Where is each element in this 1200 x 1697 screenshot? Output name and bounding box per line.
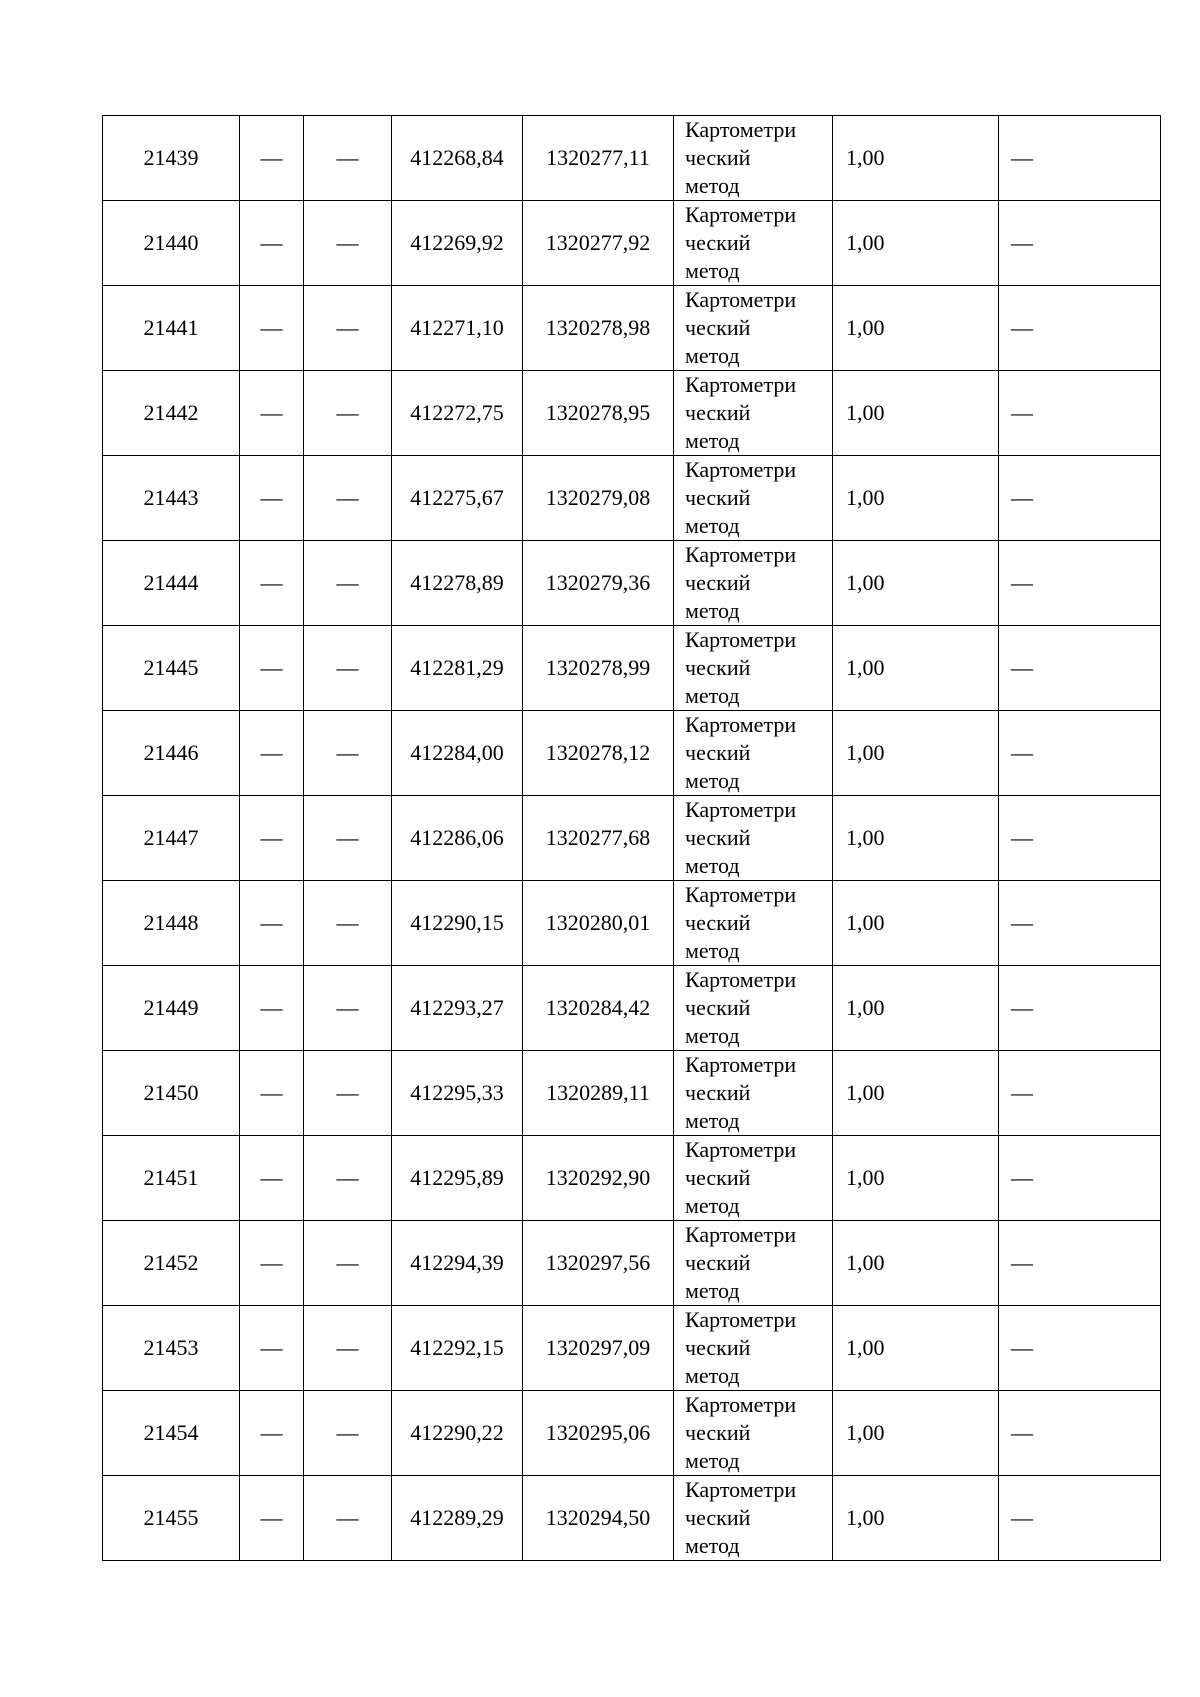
point-number-cell: 21447 xyxy=(103,796,240,881)
accuracy-cell: 1,00 xyxy=(833,371,999,456)
dash-cell: — xyxy=(240,456,304,541)
method-text-line: Картометри xyxy=(685,797,797,822)
method-cell xyxy=(674,1306,833,1391)
method-text-line: ческий xyxy=(685,1080,751,1105)
dash-cell: — xyxy=(240,711,304,796)
method-text-line: метод xyxy=(685,1448,740,1473)
y-coordinate-cell: 1320280,01 xyxy=(523,881,674,966)
y-coordinate-cell: 1320277,92 xyxy=(523,201,674,286)
point-number-cell: 21439 xyxy=(103,116,240,201)
method-text-line: метод xyxy=(685,1533,740,1558)
method-text-line: метод xyxy=(685,258,740,283)
method-text-line: Картометри xyxy=(685,1307,797,1332)
method-text-line: ческий xyxy=(685,825,751,850)
table-row xyxy=(103,456,1161,541)
dash-cell: — xyxy=(999,1391,1161,1476)
method-text-line: метод xyxy=(685,1023,740,1048)
table-row xyxy=(103,711,1161,796)
method-text-line: ческий xyxy=(685,740,751,765)
point-number-cell: 21451 xyxy=(103,1136,240,1221)
dash-cell: — xyxy=(240,201,304,286)
method-cell xyxy=(674,1476,833,1561)
table-row xyxy=(103,1391,1161,1476)
dash-cell: — xyxy=(240,371,304,456)
y-coordinate-cell: 1320297,56 xyxy=(523,1221,674,1306)
method-text-line: ческий xyxy=(685,570,751,595)
dash-cell: — xyxy=(240,881,304,966)
table-row xyxy=(103,1221,1161,1306)
dash-cell: — xyxy=(240,1391,304,1476)
dash-cell: — xyxy=(304,116,392,201)
accuracy-cell: 1,00 xyxy=(833,711,999,796)
method-text-line: ческий xyxy=(685,230,751,255)
dash-cell: — xyxy=(304,1476,392,1561)
x-coordinate-cell: 412290,22 xyxy=(392,1391,523,1476)
x-coordinate-cell: 412268,84 xyxy=(392,116,523,201)
dash-cell: — xyxy=(304,1136,392,1221)
method-text-line: Картометри xyxy=(685,542,797,567)
dash-cell: — xyxy=(240,116,304,201)
table-row xyxy=(103,1306,1161,1391)
dash-cell: — xyxy=(304,881,392,966)
y-coordinate-cell: 1320284,42 xyxy=(523,966,674,1051)
x-coordinate-cell: 412294,39 xyxy=(392,1221,523,1306)
x-coordinate-cell: 412292,15 xyxy=(392,1306,523,1391)
method-text-line: ческий xyxy=(685,655,751,680)
x-coordinate-cell: 412275,67 xyxy=(392,456,523,541)
dash-cell: — xyxy=(304,1051,392,1136)
y-coordinate-cell: 1320295,06 xyxy=(523,1391,674,1476)
method-cell xyxy=(674,201,833,286)
method-text-line: метод xyxy=(685,1108,740,1133)
method-cell xyxy=(674,286,833,371)
method-text-line: Картометри xyxy=(685,117,797,142)
method-text-line: метод xyxy=(685,1278,740,1303)
y-coordinate-cell: 1320278,99 xyxy=(523,626,674,711)
method-text-line: метод xyxy=(685,513,740,538)
dash-cell: — xyxy=(999,1051,1161,1136)
y-coordinate-cell: 1320294,50 xyxy=(523,1476,674,1561)
method-cell xyxy=(674,116,833,201)
dash-cell: — xyxy=(999,201,1161,286)
x-coordinate-cell: 412281,29 xyxy=(392,626,523,711)
method-text-line: Картометри xyxy=(685,202,797,227)
dash-cell: — xyxy=(304,456,392,541)
dash-cell: — xyxy=(999,541,1161,626)
accuracy-cell: 1,00 xyxy=(833,1051,999,1136)
method-text-line: Картометри xyxy=(685,457,797,482)
x-coordinate-cell: 412284,00 xyxy=(392,711,523,796)
x-coordinate-cell: 412272,75 xyxy=(392,371,523,456)
dash-cell: — xyxy=(999,371,1161,456)
dash-cell: — xyxy=(999,116,1161,201)
method-cell xyxy=(674,1051,833,1136)
accuracy-cell: 1,00 xyxy=(833,1476,999,1561)
method-text-line: Картометри xyxy=(685,1052,797,1077)
y-coordinate-cell: 1320277,11 xyxy=(523,116,674,201)
x-coordinate-cell: 412278,89 xyxy=(392,541,523,626)
dash-cell: — xyxy=(304,371,392,456)
method-cell xyxy=(674,626,833,711)
method-text-line: Картометри xyxy=(685,372,797,397)
x-coordinate-cell: 412290,15 xyxy=(392,881,523,966)
point-number-cell: 21455 xyxy=(103,1476,240,1561)
dash-cell: — xyxy=(240,286,304,371)
method-text-line: ческий xyxy=(685,1420,751,1445)
method-text-line: Картометри xyxy=(685,1222,797,1247)
accuracy-cell: 1,00 xyxy=(833,1306,999,1391)
method-text-line: ческий xyxy=(685,315,751,340)
dash-cell: — xyxy=(999,1476,1161,1561)
coordinates-table xyxy=(102,115,1161,1561)
x-coordinate-cell: 412269,92 xyxy=(392,201,523,286)
y-coordinate-cell: 1320277,68 xyxy=(523,796,674,881)
point-number-cell: 21454 xyxy=(103,1391,240,1476)
method-text-line: Картометри xyxy=(685,287,797,312)
method-text-line: метод xyxy=(685,343,740,368)
y-coordinate-cell: 1320289,11 xyxy=(523,1051,674,1136)
accuracy-cell: 1,00 xyxy=(833,201,999,286)
method-text-line: Картометри xyxy=(685,1477,797,1502)
accuracy-cell: 1,00 xyxy=(833,1391,999,1476)
method-text-line: метод xyxy=(685,1193,740,1218)
dash-cell: — xyxy=(240,1221,304,1306)
dash-cell: — xyxy=(304,541,392,626)
method-text-line: метод xyxy=(685,768,740,793)
accuracy-cell: 1,00 xyxy=(833,456,999,541)
dash-cell: — xyxy=(304,286,392,371)
dash-cell: — xyxy=(240,541,304,626)
table-row xyxy=(103,286,1161,371)
method-cell xyxy=(674,1136,833,1221)
method-text-line: ческий xyxy=(685,1505,751,1530)
x-coordinate-cell: 412293,27 xyxy=(392,966,523,1051)
method-text-line: ческий xyxy=(685,1250,751,1275)
method-cell xyxy=(674,541,833,626)
method-cell xyxy=(674,1221,833,1306)
dash-cell: — xyxy=(240,626,304,711)
dash-cell: — xyxy=(240,1476,304,1561)
table-row xyxy=(103,966,1161,1051)
method-text-line: метод xyxy=(685,853,740,878)
table-row xyxy=(103,371,1161,456)
point-number-cell: 21443 xyxy=(103,456,240,541)
dash-cell: — xyxy=(304,796,392,881)
y-coordinate-cell: 1320278,12 xyxy=(523,711,674,796)
method-text-line: Картометри xyxy=(685,882,797,907)
method-text-line: ческий xyxy=(685,995,751,1020)
point-number-cell: 21450 xyxy=(103,1051,240,1136)
method-cell xyxy=(674,456,833,541)
dash-cell: — xyxy=(304,1221,392,1306)
x-coordinate-cell: 412271,10 xyxy=(392,286,523,371)
dash-cell: — xyxy=(304,711,392,796)
accuracy-cell: 1,00 xyxy=(833,796,999,881)
table-row xyxy=(103,881,1161,966)
point-number-cell: 21441 xyxy=(103,286,240,371)
dash-cell: — xyxy=(240,1306,304,1391)
dash-cell: — xyxy=(304,1306,392,1391)
y-coordinate-cell: 1320292,90 xyxy=(523,1136,674,1221)
y-coordinate-cell: 1320278,95 xyxy=(523,371,674,456)
method-cell xyxy=(674,711,833,796)
method-text-line: метод xyxy=(685,1363,740,1388)
table-row xyxy=(103,201,1161,286)
point-number-cell: 21445 xyxy=(103,626,240,711)
method-text-line: метод xyxy=(685,598,740,623)
method-text-line: Картометри xyxy=(685,1137,797,1162)
dash-cell: — xyxy=(240,1136,304,1221)
method-cell xyxy=(674,371,833,456)
accuracy-cell: 1,00 xyxy=(833,966,999,1051)
point-number-cell: 21442 xyxy=(103,371,240,456)
accuracy-cell: 1,00 xyxy=(833,626,999,711)
method-cell xyxy=(674,1391,833,1476)
dash-cell: — xyxy=(999,711,1161,796)
y-coordinate-cell: 1320279,36 xyxy=(523,541,674,626)
dash-cell: — xyxy=(240,796,304,881)
dash-cell: — xyxy=(999,1306,1161,1391)
y-coordinate-cell: 1320279,08 xyxy=(523,456,674,541)
dash-cell: — xyxy=(304,626,392,711)
method-text-line: Картометри xyxy=(685,712,797,737)
point-number-cell: 21453 xyxy=(103,1306,240,1391)
method-text-line: Картометри xyxy=(685,1392,797,1417)
table-row xyxy=(103,541,1161,626)
method-cell xyxy=(674,881,833,966)
x-coordinate-cell: 412295,89 xyxy=(392,1136,523,1221)
accuracy-cell: 1,00 xyxy=(833,1221,999,1306)
point-number-cell: 21452 xyxy=(103,1221,240,1306)
method-text-line: ческий xyxy=(685,910,751,935)
method-text-line: метод xyxy=(685,428,740,453)
dash-cell: — xyxy=(240,1051,304,1136)
point-number-cell: 21449 xyxy=(103,966,240,1051)
method-cell xyxy=(674,796,833,881)
x-coordinate-cell: 412295,33 xyxy=(392,1051,523,1136)
dash-cell: — xyxy=(999,1221,1161,1306)
table-row xyxy=(103,1136,1161,1221)
x-coordinate-cell: 412286,06 xyxy=(392,796,523,881)
accuracy-cell: 1,00 xyxy=(833,286,999,371)
point-number-cell: 21440 xyxy=(103,201,240,286)
dash-cell: — xyxy=(304,966,392,1051)
dash-cell: — xyxy=(240,966,304,1051)
table-body xyxy=(103,116,1161,1561)
accuracy-cell: 1,00 xyxy=(833,541,999,626)
accuracy-cell: 1,00 xyxy=(833,1136,999,1221)
method-text-line: Картометри xyxy=(685,627,797,652)
method-cell xyxy=(674,966,833,1051)
dash-cell: — xyxy=(304,1391,392,1476)
dash-cell: — xyxy=(999,796,1161,881)
y-coordinate-cell: 1320278,98 xyxy=(523,286,674,371)
dash-cell: — xyxy=(999,1136,1161,1221)
accuracy-cell: 1,00 xyxy=(833,881,999,966)
point-number-cell: 21446 xyxy=(103,711,240,796)
method-text-line: ческий xyxy=(685,1335,751,1360)
point-number-cell: 21444 xyxy=(103,541,240,626)
x-coordinate-cell: 412289,29 xyxy=(392,1476,523,1561)
dash-cell: — xyxy=(999,286,1161,371)
dash-cell: — xyxy=(999,456,1161,541)
dash-cell: — xyxy=(999,966,1161,1051)
method-text-line: метод xyxy=(685,173,740,198)
table-row xyxy=(103,116,1161,201)
table-row xyxy=(103,626,1161,711)
dash-cell: — xyxy=(999,626,1161,711)
accuracy-cell: 1,00 xyxy=(833,116,999,201)
method-text-line: ческий xyxy=(685,1165,751,1190)
point-number-cell: 21448 xyxy=(103,881,240,966)
method-text-line: ческий xyxy=(685,145,751,170)
table-row xyxy=(103,1051,1161,1136)
method-text-line: метод xyxy=(685,938,740,963)
method-text-line: ческий xyxy=(685,400,751,425)
dash-cell: — xyxy=(304,201,392,286)
table-row xyxy=(103,1476,1161,1561)
method-text-line: ческий xyxy=(685,485,751,510)
y-coordinate-cell: 1320297,09 xyxy=(523,1306,674,1391)
table-row xyxy=(103,796,1161,881)
method-text-line: Картометри xyxy=(685,967,797,992)
method-text-line: метод xyxy=(685,683,740,708)
dash-cell: — xyxy=(999,881,1161,966)
